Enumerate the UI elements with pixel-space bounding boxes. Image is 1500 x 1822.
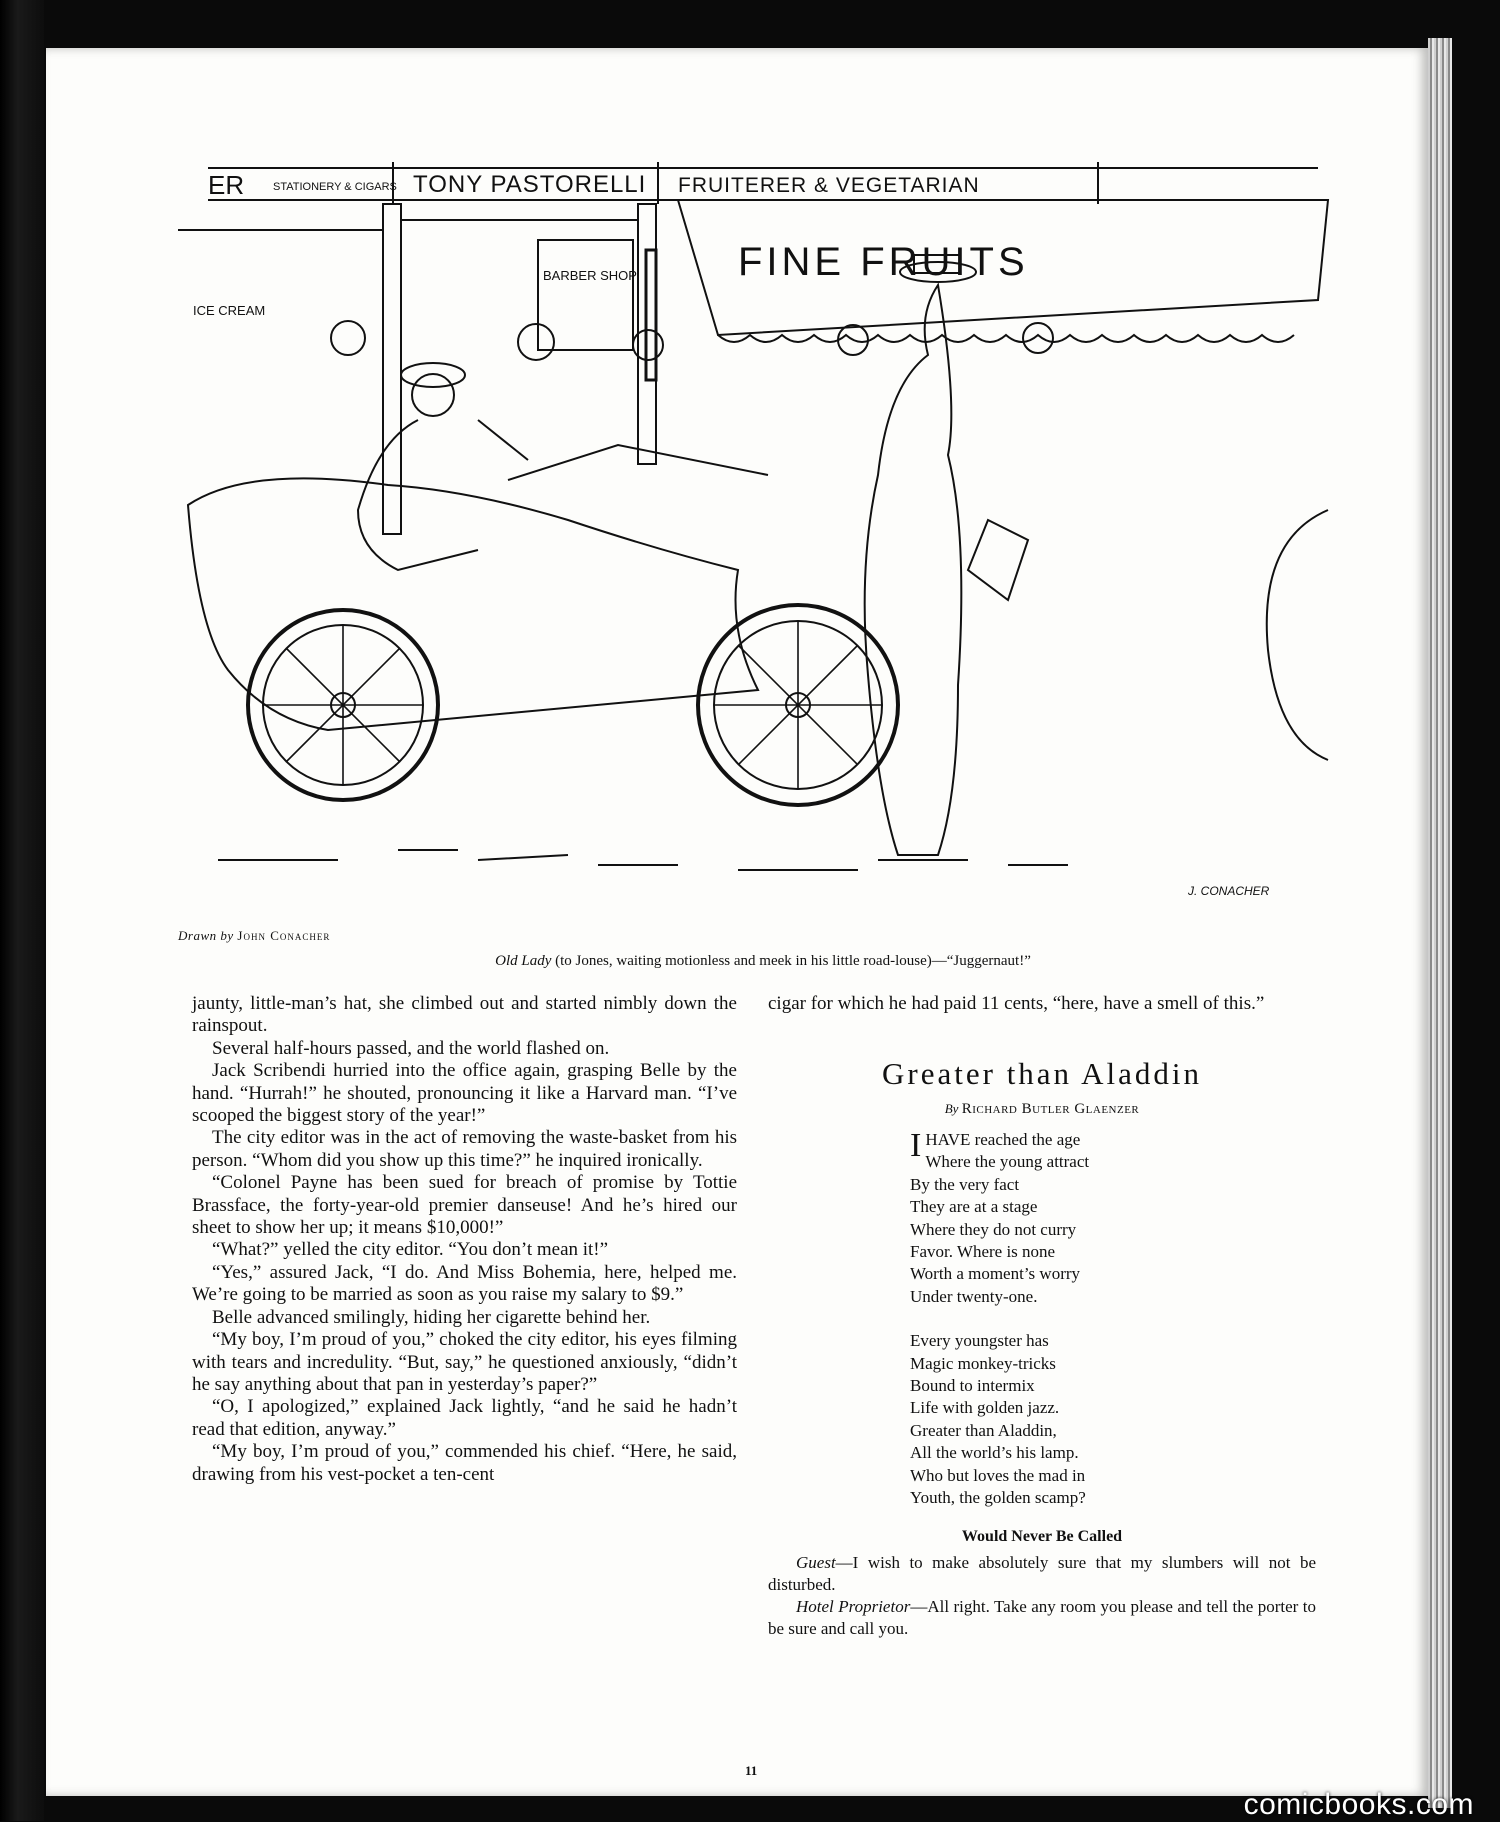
guest-text: —I wish to make absolutely sure that my slumbers will not be disturbed. xyxy=(768,1553,1316,1594)
poem-line: Under twenty-one. xyxy=(910,1286,1038,1306)
story-right-column xyxy=(768,993,1316,1015)
poem-line: Worth a moment’s worry xyxy=(910,1264,1081,1284)
illustration-caption xyxy=(178,953,1348,970)
poem-title: Greater than Aladdin xyxy=(882,1056,1202,1091)
joke-body xyxy=(768,1552,1316,1640)
story-paragraph: “Colonel Payne has been sued for breach of promise by Tottie Brassface, the forty-year-old premier danseuse! And he’s hired our sheet to show her up; it means $10,000!” xyxy=(192,1172,737,1239)
poem-line: Bound to intermix xyxy=(910,1376,1035,1396)
poem-line: All the world’s his lamp. xyxy=(910,1443,1079,1463)
page-number: 11 xyxy=(745,1763,758,1778)
drop-cap: I xyxy=(910,1127,922,1164)
poem-line: By the very fact xyxy=(910,1174,1020,1194)
poem-line: Magic monkey-tricks xyxy=(910,1353,1056,1373)
street-scene-illustration xyxy=(178,160,1348,920)
story-paragraph: “My boy, I’m proud of you,” choked the city editor, his eyes filming with tears and incredulity. “But, say,” he questioned anxiously, “didn’t he say anything about that pan in yesterday’s paper?” xyxy=(192,1329,737,1395)
caption-text: (to Jones, waiting motionless and meek in his little road-louse)—“Juggernaut!” xyxy=(551,953,1031,969)
poem-byline xyxy=(768,1101,1316,1118)
story-paragraph: jaunty, little-man’s hat, she climbed out and started nimbly down the rainspout. xyxy=(192,993,737,1037)
joke-proprietor-line xyxy=(768,1596,1316,1640)
joke-title: Would Never Be Called xyxy=(961,1528,1123,1545)
artist-signature: J. CONACHER xyxy=(1188,884,1270,898)
sign-stationery: STATIONERY & CIGARS xyxy=(273,181,397,193)
story-paragraph: Belle advanced smilingly, hiding her cigarette behind her. xyxy=(212,1306,651,1328)
poem-line: Youth, the golden scamp? xyxy=(910,1488,1086,1508)
site-watermark: comicbooks.com xyxy=(1243,1788,1474,1821)
sign-trade: FRUITERER & VEGETARIAN xyxy=(678,174,980,197)
story-paragraph: “O, I apologized,” explained Jack lightly, “and he said he hadn’t read that edition, anyway.” xyxy=(192,1396,737,1440)
sign-proprietor: TONY PASTORELLI xyxy=(413,171,647,198)
caption-speaker: Old Lady xyxy=(495,953,552,969)
poem-stanza-1 xyxy=(910,1129,1290,1308)
sign-awning: FINE FRUITS xyxy=(738,240,1029,284)
story-continuation: cigar for which he had paid 11 cents, “here, have a smell of this.” xyxy=(768,993,1265,1014)
poem-line: Greater than Aladdin, xyxy=(910,1420,1057,1440)
illustration-credit xyxy=(178,928,330,944)
story-paragraph: “What?” yelled the city editor. “You don’t mean it!” xyxy=(212,1239,609,1261)
poem-line: Favor. Where is none xyxy=(910,1242,1056,1262)
sign-ice-cream: ICE CREAM xyxy=(193,303,266,318)
story-paragraph: “My boy, I’m proud of you,” commended his chief. “Here, he said, drawing from his vest-pocket a ten-cent xyxy=(192,1441,737,1485)
sign-barber: BARBER SHOP xyxy=(543,268,637,283)
page-edge xyxy=(1428,38,1452,1808)
book-spine xyxy=(0,0,44,1821)
credit-prefix: Drawn by xyxy=(178,928,234,943)
poem-line: They are at a stage xyxy=(910,1197,1038,1217)
poem-line: Life with golden jazz. xyxy=(910,1398,1060,1418)
poem-line: Where the young attract xyxy=(925,1152,1090,1172)
story-paragraph: “Yes,” assured Jack, “I do. And Miss Bohemia, here, helped me. We’re going to be married as soon as you raise my salary to $9.” xyxy=(192,1261,737,1306)
guest-label: Guest xyxy=(796,1553,836,1572)
poem-line: Where they do not curry xyxy=(910,1219,1077,1239)
credit-name: John Conacher xyxy=(237,928,331,943)
sign-store-left: ER xyxy=(208,170,245,200)
proprietor-text: —All right. Take any room you please and tell the porter to be sure and call you. xyxy=(768,1597,1316,1638)
poem-body xyxy=(910,1129,1290,1532)
proprietor-label: Hotel Proprietor xyxy=(796,1597,911,1616)
poem-line: HAVE reached the age xyxy=(925,1130,1081,1149)
poem-stanza-2 xyxy=(910,1330,1290,1509)
joke-guest-line xyxy=(768,1552,1316,1596)
story-paragraph: Jack Scribendi hurried into the office again, grasping Belle by the hand. “Hurrah!” he shouted, pronouncing it like a Harvard man. “I’ve scooped the biggest story of the year!” xyxy=(192,1060,737,1127)
story-paragraph: Several half-hours passed, and the world flashed on. xyxy=(212,1037,610,1059)
poem-line: Who but loves the mad in xyxy=(910,1465,1086,1485)
story-left-column xyxy=(192,993,737,1486)
story-paragraph: The city editor was in the act of removing the waste-basket from his person. “Whom did you show up this time?” he inquired ironically. xyxy=(192,1127,737,1171)
poem-line: Every youngster has xyxy=(910,1331,1049,1351)
poem-author: Richard Butler Glaenzer xyxy=(961,1101,1140,1117)
byline-by: By xyxy=(944,1101,959,1116)
